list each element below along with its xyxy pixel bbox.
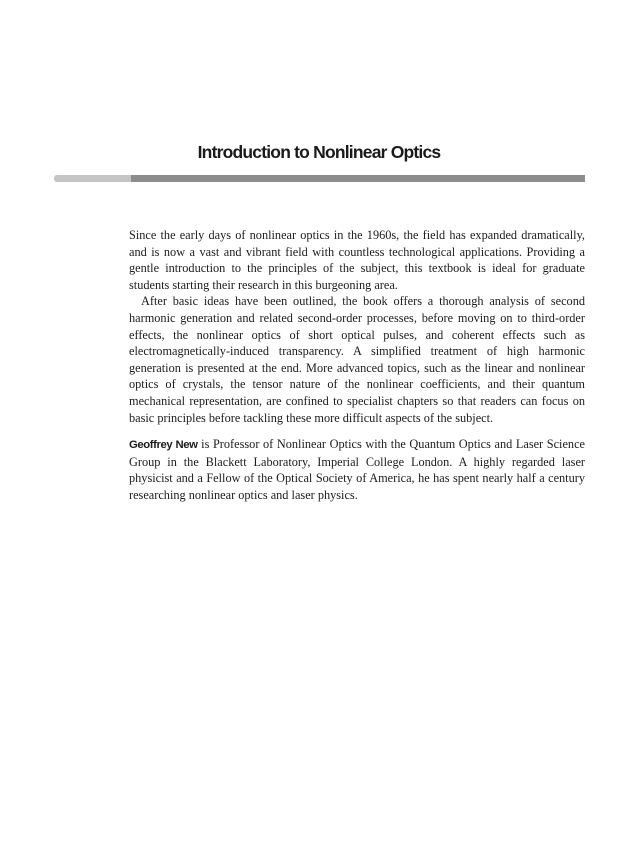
author-name: Geoffrey New	[129, 439, 198, 452]
title-rule	[54, 175, 585, 182]
title-rule-light-segment	[54, 175, 131, 182]
author-bio	[129, 436, 585, 503]
description-paragraph-1: Since the early days of nonlinear optics in the 1960s, the field has expanded dramatically, and is now a vast and vibrant field with countless technological applications. Providing a gentle introduction to the principles of the subject, this textbook is ideal for graduate students starting their research in this burgeoning area.	[129, 228, 585, 292]
author-bio-text: is Professor of Nonlinear Optics with the Quantum Optics and Laser Science Group in the Blackett Laboratory, Imperial College London. A highly regarded laser physicist and a Fellow of the Optical Society of America, he has spent nearly half a century researching nonlinear optics and laser physics.	[129, 437, 585, 502]
title-rule-dark-segment	[131, 175, 585, 182]
description-text	[129, 227, 585, 504]
page-title: Introduction to Nonlinear Optics	[197, 142, 441, 162]
description-paragraph-2: After basic ideas have been outlined, the book offers a thorough analysis of second harmonic generation and related second-order processes, before moving on to third-order effects, the nonlinear optics of short optical pulses, and coherent effects such as electromagnetically-induced transparency. A simplified treatment of high harmonic generation is presented at the end. More advanced topics, such as the linear and nonlinear optics of crystals, the tensor nature of the nonlinear coefficients, and their quantum mechanical representation, are confined to specialist chapters so that readers can focus on basic principles before tackling these more difficult aspects of the subject.	[129, 294, 585, 425]
